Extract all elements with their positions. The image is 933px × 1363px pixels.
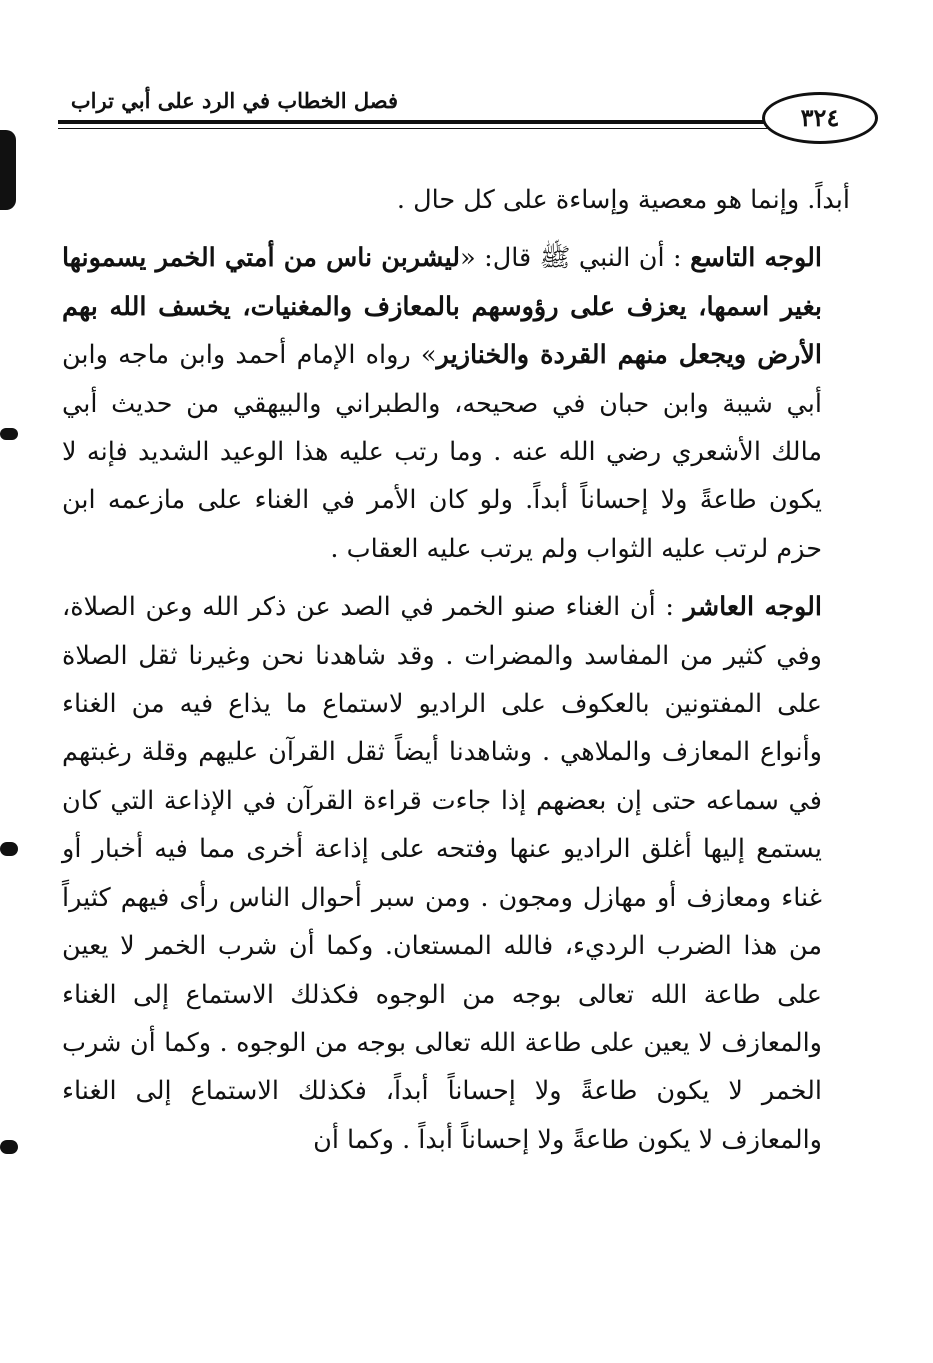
paragraph-lead: : أن النبي ﷺ قال: « (460, 243, 691, 274)
header-rule-thick (58, 120, 818, 124)
section-heading-tenth: الوجه العاشر (683, 592, 822, 623)
paragraph-ninth-aspect (62, 234, 850, 573)
scan-edge-mark (0, 130, 16, 210)
paragraph-tenth-aspect (62, 583, 850, 1164)
page-header (58, 82, 878, 144)
paragraph-rest: » رواه الإمام أحمد وابن ماجه وابن أبي شيبة وابن حبان في صحيحه، والطبراني والبيهقي من حديث أبي مالك الأشعري رضي الله عنه . وما رتب عليه هذا الوعيد الشديد فإنه لا يكون طاعةً ولا إحساناً أبداً. ولو كان الأمر في الغناء على مازعمه ابن حزم لرتب عليه الثواب ولم يرتب عليه العقاب . (62, 340, 822, 564)
page-number: ٣٢٤ (762, 92, 878, 144)
header-rule-thin (58, 128, 818, 129)
body-text (62, 176, 850, 1164)
running-title: فصل الخطاب في الرد على أبي تراب (70, 88, 398, 113)
paragraph-continuation (62, 176, 850, 224)
hadith-quote: ليشربن ناس من أمتي الخمر يسمونها بغير اسمها، يعزف على رؤوسهم بالمعازف والمغنيات، يخسف الله بهم الأرض ويجعل منهم القردة والخنازير (62, 243, 822, 371)
scan-edge-mark (0, 428, 18, 440)
paragraph-rest: : أن الغناء صنو الخمر في الصد عن ذكر الله وعن الصلاة، وفي كثير من المفاسد والمضرات . وقد شاهدنا نحن وغيرنا ثقل الصلاة على المفتونين بالعكوف على الراديو لاستماع ما يذاع فيه من الغناء وأنواع المعازف والملاهي . وشاهدنا أيضاً ثقل القرآن عليهم وقلة رغبتهم في سماعه حتى إن بعضهم إذا جاءت قراءة القرآن في الإذاعة التي كان يستمع إليها أغلق الراديو عنها وفتحه على إذاعة أخرى مما فيه أخبار أو غناء ومعازف أو مهازل ومجون . ومن سبر أحوال الناس رأى فيهم كثيراً من هذا الضرب الرديء، فالله المستعان. وكما أن شرب الخمر لا يعين على طاعة الله تعالى بوجه من الوجوه فكذلك الاستماع إلى الغناء والمعازف لا يعين على طاعة الله تعالى بوجه من الوجوه . وكما أن شرب الخمر لا يكون طاعةً ولا إحساناً أبداً، فكذلك الاستماع إلى الغناء والمعازف لا يكون طاعةً ولا إحساناً أبداً . وكما أن (62, 592, 822, 1155)
section-heading-ninth: الوجه التاسع (690, 243, 822, 274)
scan-edge-mark (0, 842, 18, 856)
scan-edge-mark (0, 1140, 18, 1154)
paragraph-line: أبداً. وإنما هو معصية وإساءة على كل حال . (396, 185, 850, 215)
